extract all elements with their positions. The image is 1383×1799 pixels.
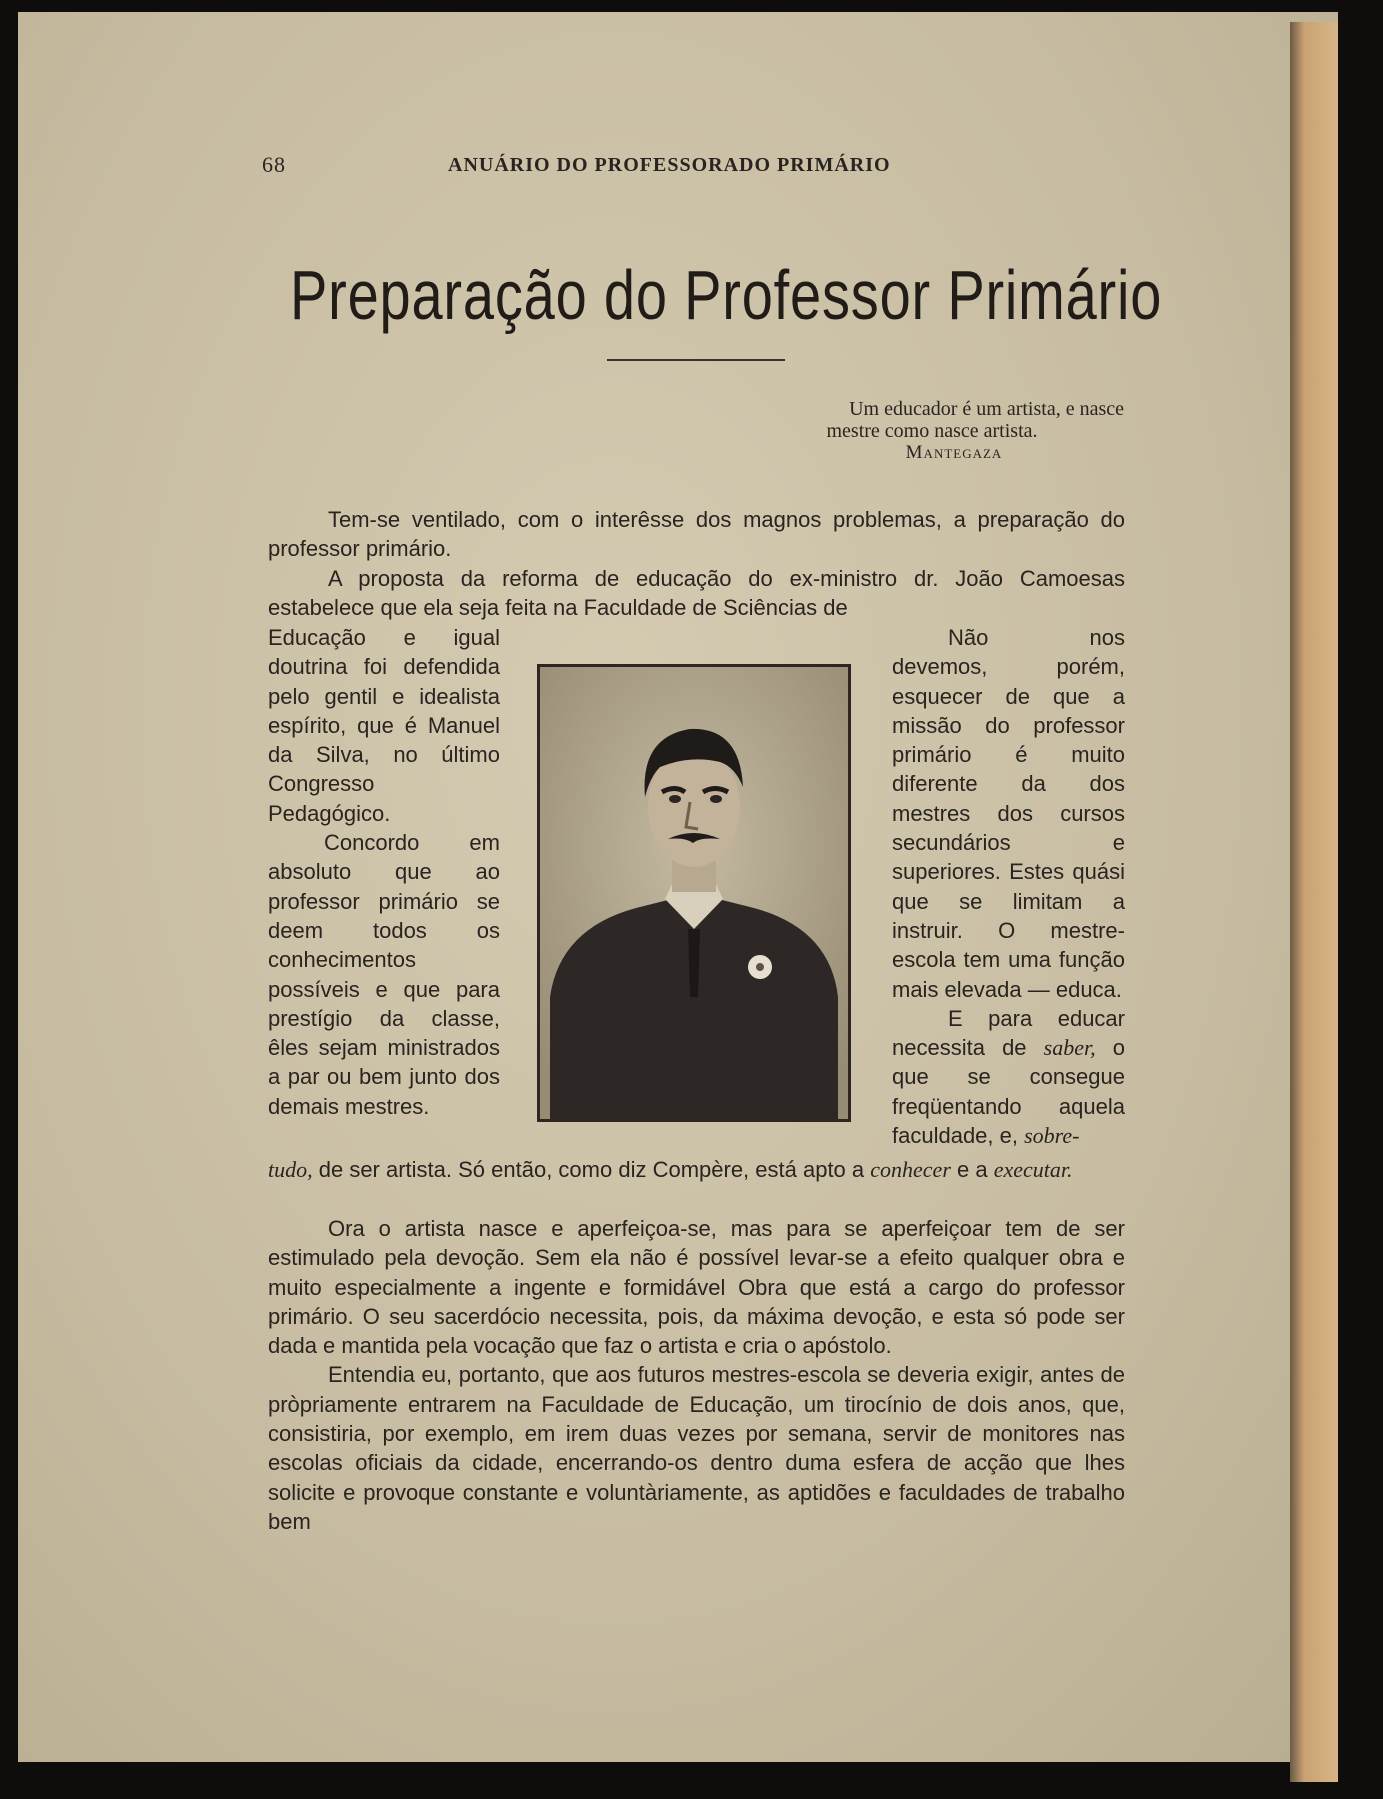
running-header [262, 152, 946, 178]
closing-text [268, 1214, 1125, 1536]
title-divider [607, 359, 785, 361]
right-column-text-a: E para educar necessita de [892, 1005, 1125, 1061]
portrait-figure [540, 667, 848, 1119]
right-column [892, 623, 1125, 1150]
bridge-text-1: de ser artista. Só então, como diz Compère, está apto a [312, 1157, 871, 1182]
right-column-paragraph-1: Não nos devemos, porém, esquecer de que a missão do professor primário é muito diferente da dos mestres dos cursos secundários e superiores. Estes quási que se limitam a instruir. O mestre-escola tem uma função mais elevada — educa. [892, 625, 1125, 1002]
italic-executar: executar. [993, 1157, 1073, 1182]
epigraph-line-2: mestre como nasce artista. [826, 420, 1038, 442]
running-title: ANUÁRIO DO PROFESSORADO PRIMÁRIO [448, 154, 891, 176]
intro-text [268, 505, 1125, 622]
italic-saber: saber, [1043, 1035, 1096, 1061]
bridge-text-2: e a [950, 1157, 994, 1182]
right-column-paragraph-2 [892, 1004, 1125, 1150]
right-column-text-b: o que se consegue freqüentando aquela faculdade, e, [892, 1035, 1125, 1149]
italic-conhecer: conhecer [870, 1157, 951, 1182]
intro-paragraph-1: Tem-se ventilado, com o interêsse dos magnos problemas, a preparação do professor primário. [268, 507, 1125, 562]
epigraph [700, 398, 1128, 464]
closing-paragraph-1: Ora o artista nasce e aperfeiçoa-se, mas para se aperfeiçoar tem de ser estimulado pela devoção. Sem ela não é possível levar-se a efeito qualquer obra e muito especialmente a ingente e formidável Obra que está a cargo do professor primário. O seu sacerdócio necessita, pois, da máxima devoção, e esta só pode ser dada e mantida pela vocação que faz o artista e cria o apóstolo. [268, 1216, 1125, 1359]
epigraph-line-1: Um educador é um artista, e nasce [849, 398, 1124, 420]
epigraph-author: Mantegaza [905, 442, 1003, 463]
left-column-paragraph-2: Concordo em absoluto que ao professor primário se deem todos os conhecimentos possíveis e que para prestígio da classe, êles sejam ministrados a par ou bem junto dos demais mestres. [268, 830, 500, 1119]
intro-paragraph-2: A proposta da reforma de educação do ex-ministro dr. João Camoesas estabelece que ela seja feita na Faculdade de Sciências de [268, 565, 1125, 620]
next-page-edge [1290, 22, 1338, 1782]
italic-sobre: sobre- [1024, 1123, 1080, 1149]
page-number: 68 [262, 152, 286, 177]
left-column [268, 623, 500, 1121]
left-column-paragraph-1: Educação e igual doutrina foi defendida pelo gentil e idealista espírito, que é Manuel da Silva, no último Congresso Pedagógico. [268, 625, 500, 826]
closing-paragraph-2: Entendia eu, portanto, que aos futuros mestres-escola se deveria exigir, antes de pròpriamente entrarem na Faculdade de Educação, um tirocínio de dois anos, que, consistiria, por exemplo, em irem duas vezes por semana, servir de monitores nas escolas oficiais da cidade, encerrando-os dentro duma esfera de acção que lhes solicite e provoque constante e voluntàriamente, as aptidões e faculdades de trabalho bem [268, 1362, 1125, 1534]
article-title: Preparação do Professor Primário [290, 256, 1163, 334]
epigraph-text [700, 398, 1128, 442]
bridge-paragraph [268, 1155, 1125, 1184]
italic-tudo: tudo, [268, 1157, 313, 1182]
portrait-photo [537, 664, 851, 1122]
